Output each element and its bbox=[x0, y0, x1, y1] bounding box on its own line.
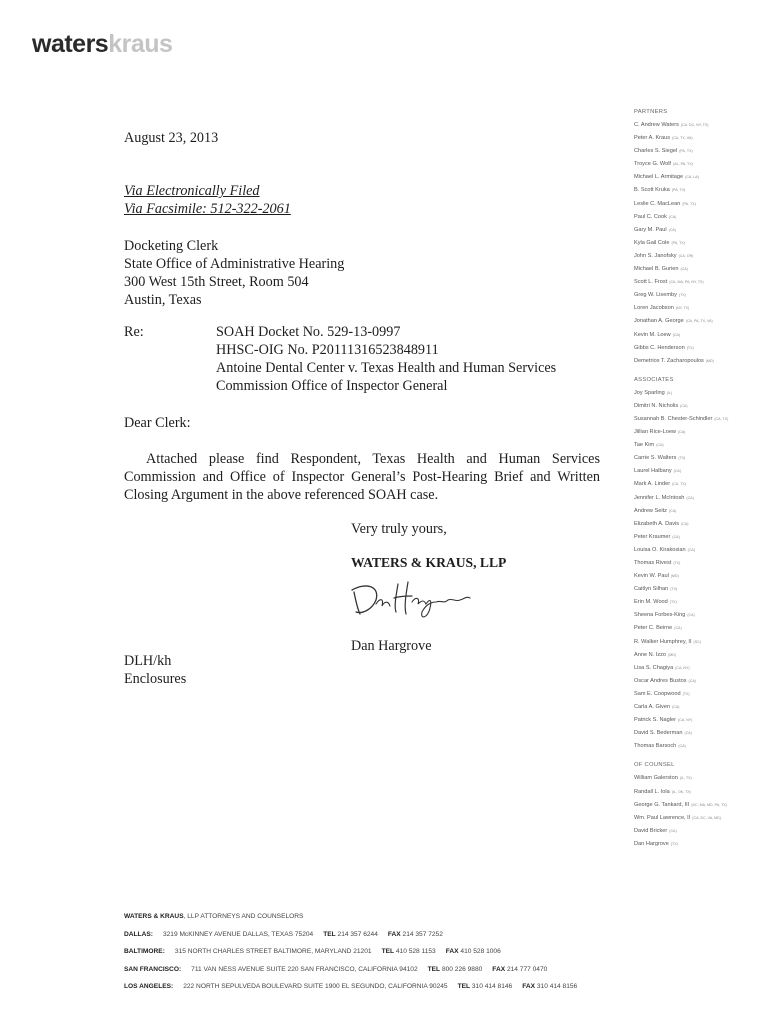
roster-entry bbox=[634, 544, 764, 557]
re-label: Re: bbox=[124, 324, 144, 340]
attorney-name: Carla A. Given bbox=[634, 704, 671, 711]
roster-entry bbox=[634, 158, 764, 171]
bar-states: (CA) bbox=[668, 508, 677, 513]
office-city: DALLAS: bbox=[124, 930, 153, 938]
bar-states: (CA, TX) bbox=[714, 416, 729, 421]
re-lines bbox=[216, 323, 616, 395]
attorney-name: Kevin W. Paul bbox=[634, 573, 669, 580]
attorney-name: Erin M. Wood bbox=[634, 599, 668, 606]
roster-entry bbox=[634, 211, 764, 224]
roster-entry bbox=[634, 329, 764, 342]
bar-states: (CA, LA) bbox=[685, 175, 699, 180]
attorney-name: Dan Hargrove bbox=[634, 840, 669, 847]
attorney-name: B. Scott Kruka bbox=[634, 187, 670, 194]
bar-states: (MD) bbox=[668, 652, 677, 657]
bar-states: (CA) bbox=[678, 744, 686, 749]
roster-entry bbox=[634, 675, 764, 688]
letterhead-footer bbox=[124, 908, 644, 996]
roster-entry bbox=[634, 263, 764, 276]
bar-states: (TX) bbox=[669, 600, 677, 605]
attorney-name: Troyce G. Wolf bbox=[634, 161, 671, 168]
bar-states: (IL, OK, TX) bbox=[671, 789, 691, 794]
office-address: 222 NORTH SEPULVEDA BOULEVARD SUITE 1900 EL SEGUNDO, CALIFORNIA 90245 bbox=[183, 983, 448, 991]
attorney-name: David S. Bederman bbox=[634, 730, 683, 737]
attorney-name: Loren Jacobson bbox=[634, 305, 674, 312]
roster-entry bbox=[634, 622, 764, 635]
bar-states: (CA) bbox=[668, 214, 677, 219]
attorney-name: Susannah B. Chester-Schindler bbox=[634, 415, 713, 422]
roster-entry bbox=[634, 583, 764, 596]
attorney-name: Kevin M. Loew bbox=[634, 331, 671, 338]
bar-states: (CA) bbox=[672, 534, 680, 539]
roster-entry bbox=[634, 237, 764, 250]
bar-states: (CA) bbox=[668, 227, 677, 232]
letter-body bbox=[124, 450, 600, 504]
roster-entry bbox=[634, 596, 764, 609]
attorney-name: Andrew Seitz bbox=[634, 507, 667, 514]
roster-entry bbox=[634, 812, 764, 825]
roster-entry bbox=[634, 662, 764, 675]
bar-states: (CA) bbox=[672, 705, 680, 710]
office-fax: 214 357 7252 bbox=[402, 930, 443, 938]
salutation: Dear Clerk: bbox=[124, 415, 191, 431]
roster-entry bbox=[634, 649, 764, 662]
bar-states: (CA, PA, TX, VA) bbox=[685, 319, 713, 324]
roster-entry bbox=[634, 838, 764, 851]
roster-entry bbox=[634, 250, 764, 263]
associates-header: ASSOCIATES bbox=[634, 376, 674, 383]
roster-entry bbox=[634, 132, 764, 145]
roster-entry bbox=[634, 145, 764, 158]
attorney-name: Gibbs C. Henderson bbox=[634, 344, 685, 351]
attorney-name: Charles S. Siegel bbox=[634, 148, 678, 155]
tel-label: TEL bbox=[381, 948, 395, 956]
bar-states: (CA, MA, PA, NY, TX) bbox=[669, 280, 704, 285]
address-line: 300 West 15th Street, Room 504 bbox=[124, 274, 309, 290]
roster-entry bbox=[634, 688, 764, 701]
delivery-method bbox=[124, 182, 291, 218]
closing-phrase: Very truly yours, bbox=[351, 521, 447, 537]
handwritten-signature bbox=[346, 574, 476, 624]
bar-states: (CA) bbox=[680, 403, 688, 408]
bar-states: (DC, MA, MD, PA, TX) bbox=[691, 802, 727, 807]
attorney-name: Caitlyn Silhan bbox=[634, 586, 669, 593]
attorney-name: Michael B. Gurien bbox=[634, 266, 679, 273]
attorney-name: Dimitri N. Nicholis bbox=[634, 402, 679, 409]
roster-entry bbox=[634, 478, 764, 491]
bar-states: (MD) bbox=[670, 574, 679, 579]
re-line: Commission Office of Inspector General bbox=[216, 378, 448, 394]
office-city: LOS ANGELES: bbox=[124, 983, 174, 991]
bar-states: (CA) bbox=[674, 626, 682, 631]
typist-initials: DLH/kh bbox=[124, 653, 172, 669]
bar-states: (CA, DC, NY, TX) bbox=[680, 123, 709, 127]
attorney-name: Jennifer L. McIntosh bbox=[634, 494, 685, 501]
via-line: Via Facsimile: 512-322-2061 bbox=[124, 201, 291, 217]
roster-entry bbox=[634, 465, 764, 478]
bar-states: (CA, TX, VA) bbox=[672, 136, 693, 141]
tel-label: TEL bbox=[457, 983, 471, 991]
bar-states: (CA) bbox=[687, 547, 696, 552]
bar-states: (CA) bbox=[680, 267, 688, 272]
associates-list bbox=[634, 387, 764, 754]
roster-entry bbox=[634, 636, 764, 649]
fax-label: FAX bbox=[492, 965, 506, 973]
letter-date: August 23, 2013 bbox=[124, 130, 219, 146]
body-paragraph: Attached please find Respondent, Texas Health and Human Services Commission and Office of Inspector General’s Post-Hearing Brief and Written Closing Argument in the above referenced SOAH case. bbox=[124, 451, 600, 503]
roster-entry bbox=[634, 439, 764, 452]
recipient-address bbox=[124, 237, 344, 309]
address-line: Docketing Clerk bbox=[124, 238, 219, 254]
roster-entry bbox=[634, 799, 764, 812]
bar-states: (CA) bbox=[688, 678, 696, 683]
bar-states: (TX) bbox=[686, 345, 694, 350]
office-line bbox=[124, 978, 644, 996]
attorney-name: R. Walker Humphrey, II bbox=[634, 638, 692, 645]
office-line bbox=[124, 943, 644, 961]
attorney-name: Demetrios T. Zacharopoulos bbox=[634, 357, 704, 364]
roster-entry bbox=[634, 518, 764, 531]
signatory-name: Dan Hargrove bbox=[351, 638, 432, 654]
tel-label: TEL bbox=[427, 965, 441, 973]
tel-label: TEL bbox=[323, 930, 336, 938]
attorney-name: Michael L. Armitage bbox=[634, 174, 684, 181]
bar-states: (CA, NY) bbox=[675, 665, 690, 670]
roster-entry bbox=[634, 400, 764, 413]
bar-states: (CA) bbox=[686, 495, 694, 500]
attorney-name: Jillian Rice-Loew bbox=[634, 429, 676, 436]
roster-entry bbox=[634, 224, 764, 237]
roster-entry bbox=[634, 531, 764, 544]
partners-list bbox=[634, 119, 764, 368]
bar-states: (IL) bbox=[666, 390, 673, 395]
counsel-list bbox=[634, 772, 764, 851]
bar-states: (CA) bbox=[687, 613, 695, 618]
roster-entry bbox=[634, 570, 764, 583]
attorney-name: Louisa O. Kirakosian bbox=[634, 546, 686, 553]
fax-label: FAX bbox=[445, 948, 459, 956]
footer-firm-desc: , LLP ATTORNEYS AND COUNSELORS bbox=[183, 913, 304, 920]
attorney-name: George G. Tankard, III bbox=[634, 801, 690, 808]
fax-label: FAX bbox=[387, 930, 401, 938]
address-line: Austin, Texas bbox=[124, 292, 202, 308]
enclosures-note: Enclosures bbox=[124, 671, 187, 687]
roster-entry bbox=[634, 772, 764, 785]
attorney-name: Elizabeth A. Davis bbox=[634, 520, 680, 527]
office-fax: 410 528 1006 bbox=[460, 948, 501, 956]
attorney-name: Joy Sparling bbox=[634, 389, 665, 396]
roster-entry bbox=[634, 609, 764, 622]
roster-entry bbox=[634, 786, 764, 799]
bar-states: (CA, TX) bbox=[672, 482, 686, 487]
attorney-name: Thomas Rivest bbox=[634, 560, 672, 566]
roster-entry bbox=[634, 387, 764, 400]
bar-states: (TX) bbox=[670, 841, 678, 846]
attorney-name: Thomas Barsoch bbox=[634, 743, 677, 750]
attorney-name: Peter A. Kraus bbox=[634, 135, 671, 142]
office-tel: 214 357 6244 bbox=[337, 930, 378, 938]
bar-states: (TX) bbox=[673, 561, 681, 565]
offices-list bbox=[124, 926, 644, 996]
attorney-name: Patrick S. Nagler bbox=[634, 717, 676, 724]
bar-states: (TX) bbox=[670, 587, 678, 592]
bar-states: (AL, PA, TX) bbox=[673, 162, 693, 167]
counsel-header: OF COUNSEL bbox=[634, 762, 675, 769]
re-line: SOAH Docket No. 529-13-0997 bbox=[216, 324, 401, 340]
attorney-name: Greg W. Lisemby bbox=[634, 292, 677, 299]
attorney-name: Oscar Andres Bustos bbox=[634, 677, 687, 684]
office-line bbox=[124, 926, 644, 944]
bar-states: (CA, DC, VA, MD) bbox=[692, 815, 721, 820]
attorney-name: Gary M. Paul bbox=[634, 226, 667, 233]
bar-states: (TX) bbox=[678, 293, 686, 298]
attorney-name: Leslie C. MacLean bbox=[634, 200, 681, 207]
attorney-name: Carrie S. Walters bbox=[634, 455, 677, 462]
roster-entry bbox=[634, 276, 764, 289]
bar-states: (CA) bbox=[656, 443, 664, 448]
office-line bbox=[124, 961, 644, 979]
office-city: SAN FRANCISCO: bbox=[124, 965, 182, 973]
attorney-name: William Galerston bbox=[634, 775, 678, 782]
bar-states: (PA, TX) bbox=[682, 201, 696, 206]
footer-firm-name: WATERS & KRAUS bbox=[124, 913, 184, 920]
office-tel: 310 414 8146 bbox=[471, 983, 513, 991]
partners-header: PARTNERS bbox=[634, 109, 668, 115]
roster-entry bbox=[634, 505, 764, 518]
attorney-name: Lisa S. Chagiya bbox=[634, 664, 674, 671]
bar-states: (IL, TX) bbox=[679, 776, 692, 781]
bar-states: (MD) bbox=[705, 358, 714, 363]
re-line: Antoine Dental Center v. Texas Health and Human Services bbox=[216, 360, 557, 376]
roster-entry bbox=[634, 701, 764, 714]
attorney-name: Peter C. Beirne bbox=[634, 625, 673, 632]
office-tel: 800 226 9880 bbox=[441, 965, 483, 973]
bar-states: (NY, TX) bbox=[675, 306, 690, 311]
roster-entry bbox=[634, 557, 764, 570]
roster-entry bbox=[634, 184, 764, 197]
roster-entry bbox=[634, 740, 764, 753]
attorney-name: Scott L. Frost bbox=[634, 279, 668, 286]
roster-entry bbox=[634, 289, 764, 302]
attorney-name: Peter Kraumer bbox=[634, 533, 671, 540]
attorney-name: Jonathan A. George bbox=[634, 318, 684, 325]
attorney-name: Sheena Forbes-King bbox=[634, 612, 686, 619]
bar-states: (CA, OR) bbox=[678, 253, 694, 258]
office-address: 711 VAN NESS AVENUE SUITE 220 SAN FRANCISCO, CALIFORNIA 94102 bbox=[191, 965, 418, 973]
logo-kraus: kraus bbox=[108, 30, 173, 58]
roster-entry bbox=[634, 119, 764, 132]
office-address: 315 NORTH CHARLES STREET BALTIMORE, MARYLAND 21201 bbox=[174, 948, 372, 956]
roster-entry bbox=[634, 413, 764, 426]
office-fax: 214 777 0470 bbox=[506, 965, 548, 973]
roster-entry bbox=[634, 452, 764, 465]
bar-states: (CA) bbox=[681, 521, 689, 526]
roster-entry bbox=[634, 492, 764, 505]
office-address: 3219 McKINNEY AVENUE DALLAS, TEXAS 75204 bbox=[162, 930, 314, 938]
bar-states: (TX) bbox=[682, 691, 690, 696]
footer-firm-line bbox=[124, 908, 644, 926]
firm-name: WATERS & KRAUS, LLP bbox=[351, 555, 507, 570]
attorney-name: Anne N. Izzo bbox=[634, 651, 667, 658]
firm-roster bbox=[634, 106, 764, 851]
logo-waters: waters bbox=[32, 30, 109, 58]
attorney-name: Tae Kim bbox=[634, 442, 655, 449]
bar-states: (CA) bbox=[684, 731, 692, 736]
bar-states: (PA, TX) bbox=[671, 188, 686, 193]
roster-entry bbox=[634, 315, 764, 328]
bar-states: (CA) bbox=[669, 828, 677, 833]
re-block bbox=[124, 323, 644, 399]
office-tel: 410 528 1153 bbox=[395, 948, 436, 956]
attorney-name: David Bricker bbox=[634, 827, 668, 834]
roster-entry bbox=[634, 302, 764, 315]
roster-entry bbox=[634, 714, 764, 727]
roster-entry bbox=[634, 727, 764, 740]
attorney-name: Kyla Gail Cole bbox=[634, 239, 670, 246]
bar-states: (PA, TX) bbox=[671, 240, 685, 245]
attorney-name: Randall L. Iola bbox=[634, 788, 670, 795]
roster-entry bbox=[634, 426, 764, 439]
bar-states: (SC) bbox=[693, 639, 701, 644]
initials-block bbox=[124, 652, 186, 688]
fax-label: FAX bbox=[522, 983, 536, 991]
bar-states: (CA) bbox=[672, 332, 681, 337]
roster-entry bbox=[634, 825, 764, 838]
bar-states: (CA) bbox=[673, 469, 682, 474]
roster-entry bbox=[634, 198, 764, 211]
bar-states: (CA) bbox=[677, 430, 686, 435]
attorney-name: Mark A. Linder bbox=[634, 481, 671, 488]
attorney-name: Wm. Paul Lawrence, II bbox=[634, 814, 691, 821]
attorney-name: Sam E. Coopwood bbox=[634, 690, 681, 697]
roster-entry bbox=[634, 355, 764, 368]
office-fax: 310 414 8156 bbox=[536, 983, 578, 991]
re-line: HHSC-OIG No. P20111316523848911 bbox=[216, 342, 439, 358]
firm-logo bbox=[32, 30, 172, 59]
attorney-name: Laurel Halbany bbox=[634, 468, 672, 475]
attorney-name: Paul C. Cook bbox=[634, 213, 667, 220]
office-city: BALTIMORE: bbox=[124, 948, 165, 956]
bar-states: (CA, NY) bbox=[677, 718, 693, 723]
bar-states: (PA, TX) bbox=[679, 149, 693, 154]
via-line: Via Electronically Filed bbox=[124, 183, 260, 199]
attorney-name: C. Andrew Waters bbox=[634, 122, 679, 128]
bar-states: (TX) bbox=[678, 456, 686, 461]
roster-entry bbox=[634, 342, 764, 355]
address-line: State Office of Administrative Hearing bbox=[124, 256, 345, 272]
attorney-name: John S. Janofsky bbox=[634, 252, 677, 259]
roster-entry bbox=[634, 171, 764, 184]
